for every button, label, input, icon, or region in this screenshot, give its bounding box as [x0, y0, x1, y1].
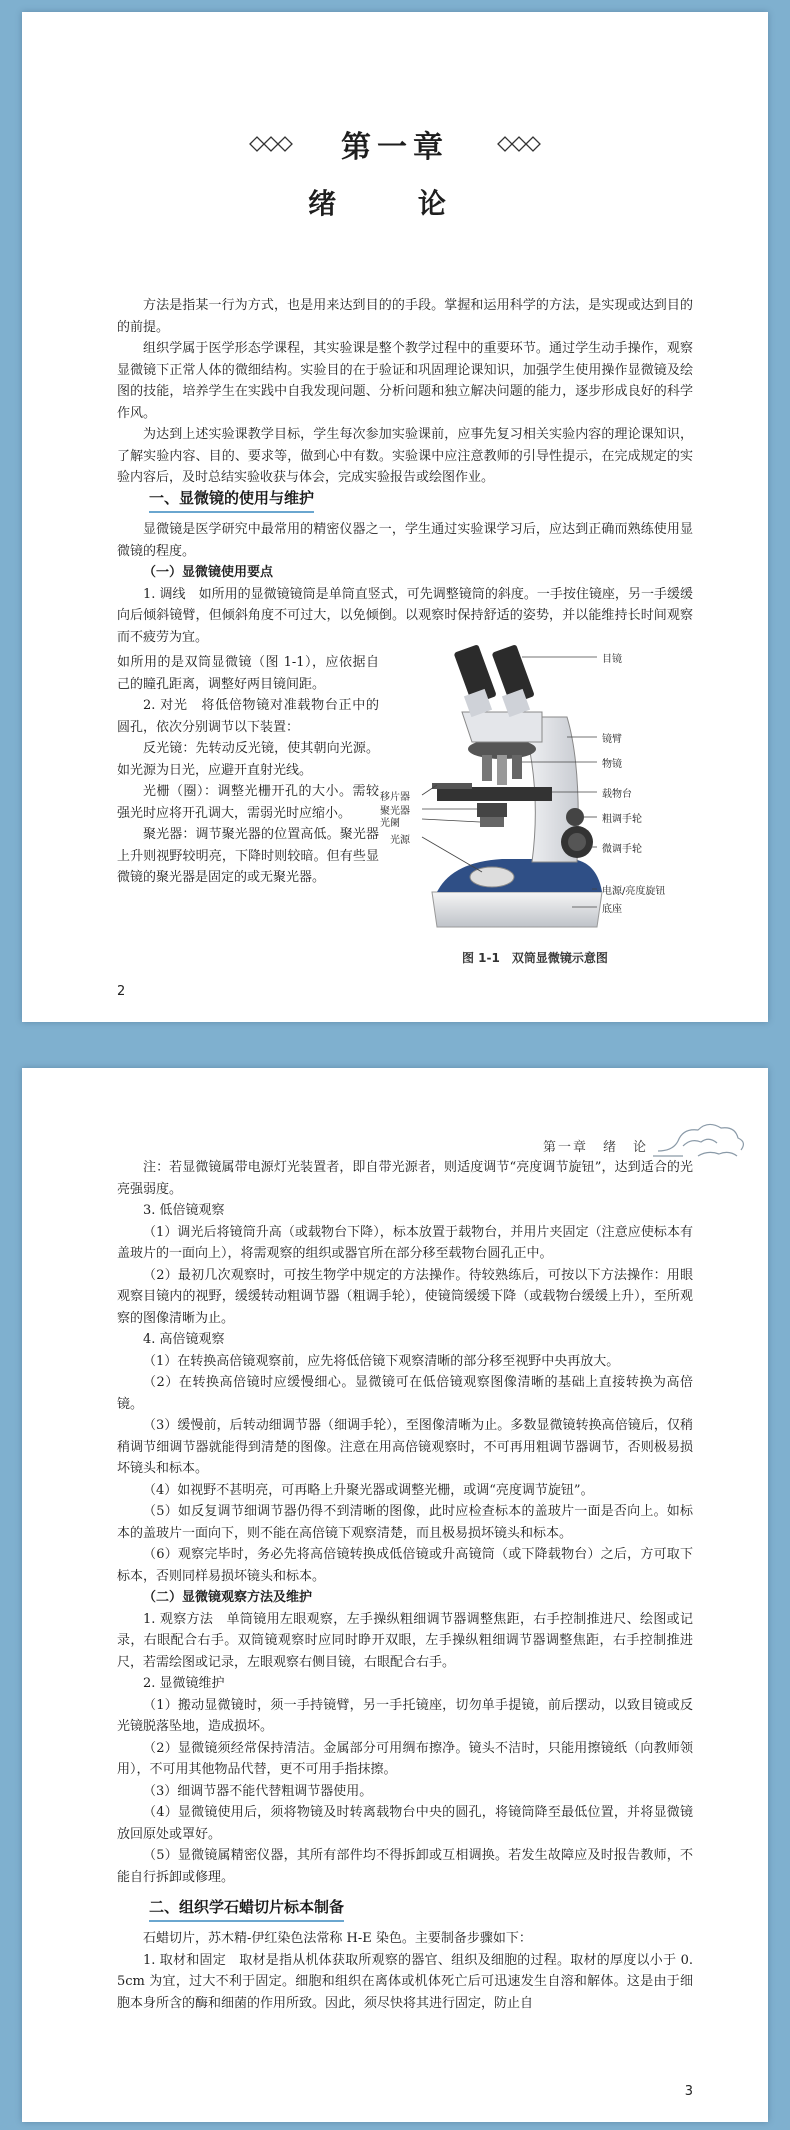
page2-body — [117, 1157, 693, 2014]
figure-label: 粗调手轮 — [602, 814, 642, 825]
body-paragraph: 如所用的是双筒显微镜（图 1-1），应依据自己的瞳孔距离，调整好两目镜间距。 — [117, 655, 379, 692]
body-paragraph: （1）在转换高倍镜观察前，应先将低倍镜下观察清晰的部分移至视野中央再放大。 — [143, 1353, 620, 1369]
chapter-subtitle: 绪 论 — [308, 187, 482, 220]
body-paragraph: 1. 观察方法 单筒镜用左眼观察，左手操纵粗细调节器调整焦距，右手控制推进尺、绘图或记录，右眼配合右手。双筒镜观察时应同时睁开双眼，左手操纵粗细调节器调整焦距，右手控制推进尺，若需绘图或记录，左眼观察右侧目镜，右眼配合右手。 — [117, 1611, 693, 1670]
subsection-heading: （一）显微镜使用要点 — [143, 565, 274, 580]
body-paragraph: （3）缓慢前，后转动细调节器（细调手轮），至图像清晰为止。多数显微镜转换高倍镜后，仅稍稍调节细调节器就能得到清楚的图像。注意在用高倍镜观察时，不可再用粗调节器调节，否则极易损坏镜头和标本。 — [117, 1418, 693, 1476]
microscope-illustration — [392, 637, 722, 937]
figure-label: 目镜 — [602, 654, 622, 665]
figure-label: 镜臂 — [602, 734, 622, 745]
page-number: 3 — [684, 2084, 693, 2099]
body-paragraph: （2）最初几次观察时，可按生物学中规定的方法操作。待较熟练后，可按以下方法操作：用眼观察目镜内的视野，缓缓转动粗调节器（粗调手轮），使镜筒缓缓下降（或载物台缓缓上升），至所观察的图像清晰为止。 — [117, 1267, 693, 1326]
subsection-heading: （二）显微镜观察方法及维护 — [143, 1590, 313, 1605]
body-paragraph: （5）如反复调节细调节器仍得不到清晰的图像，此时应检查标本的盖玻片一面是否向上。如标本的盖玻片一面向下，则不能在高倍镜下观察清楚，而且极易损坏镜头和标本。 — [117, 1504, 693, 1541]
body-paragraph: 聚光器：调节聚光器的位置高低。聚光器上升则视野较明亮，下降时则较暗。但有些显微镜的聚光器是固定的或无聚光器。 — [117, 827, 379, 885]
section1-block — [117, 487, 693, 648]
body-paragraph: 4. 高倍镜观察 — [143, 1332, 225, 1347]
body-paragraph: （3）细调节器不能代替粗调节器使用。 — [143, 1783, 373, 1799]
diamond-ornament-icon — [494, 135, 542, 153]
page-number: 2 — [117, 984, 126, 999]
figure-label: 载物台 — [602, 789, 632, 800]
body-paragraph: （1）调光后将镜筒升高（或载物台下降），标本放置于载物台，并用片夹固定（注意应使标本有盖玻片的一面向上），将需观察的组织或器官所在部分移至载物台圆孔正中。 — [117, 1224, 693, 1261]
body-paragraph: （4）如视野不甚明亮，可再略上升聚光器或调整光栅，或调“亮度调节旋钮”。 — [143, 1482, 594, 1498]
figure-label: 光源 — [390, 835, 410, 846]
section-heading: 二、组织学石蜡切片标本制备 — [149, 1896, 344, 1922]
page-right — [22, 1068, 768, 2122]
body-paragraph: （2）在转换高倍镜时应缓慢细心。显微镜可在低倍镜观察图像清晰的基础上直接转换为高倍镜。 — [117, 1375, 693, 1412]
figure-label: 微调手轮 — [602, 844, 642, 855]
figure-label: 聚光器 — [380, 806, 410, 817]
body-paragraph: 反光镜：先转动反光镜，使其朝向光源。如光源为日光，应避开直射光线。 — [117, 741, 379, 778]
body-paragraph: （4）显微镜使用后，须将物镜及时转离载物台中央的圆孔，将镜筒降至最低位置，并将显微镜放回原处或罩好。 — [117, 1805, 693, 1842]
intro-paragraph: 为达到上述实验课教学目标，学生每次参加实验课前，应事先复习相关实验内容的理论课知识，了解实验内容、目的、要求等，做到心中有数。实验课中应注意教师的引导性提示，在完成规定的实验内容后，及时总结实验收获与体会，完成实验报告或绘图作业。 — [117, 427, 693, 485]
column-text — [117, 652, 379, 889]
microscope-figure — [380, 637, 722, 937]
intro-paragraph: 组织学属于医学形态学课程，其实验课是整个教学过程中的重要环节。通过学生动手操作，观察显微镜下正常人体的微细结构。实验目的在于验证和巩固理论课知识，加强学生使用操作显微镜及绘图的技能，培养学生在实践中自我发现问题、分析问题和独立解决问题的能力，逐步形成良好的科学作风。 — [117, 341, 693, 421]
figure-label: 光阑 — [380, 818, 400, 829]
body-paragraph: 1. 取材和固定 取材是指从机体获取所观察的器官、组织及细胞的过程。取材的厚度以小于 0. 5cm 为宜，过大不利于固定。细胞和组织在离体或机体死亡后可迅速发生自溶和解体。这是由于细胞本身所含的酶和细菌的作用所致。因此，须尽快将其进行固定，防止自 — [117, 1952, 693, 2011]
figure-caption: 图 1-1 双筒显微镜示意图 — [462, 951, 608, 965]
figure-label: 电源/亮度旋钮 — [602, 886, 666, 897]
intro-paragraph: 方法是指某一行为方式，也是用来达到目的的手段。掌握和运用科学的方法，是实现或达到目的的前提。 — [117, 298, 693, 335]
body-paragraph: （1）搬动显微镜时，须一手持镜臂，另一手托镜座，切勿单手提镜，前后摆动，以致目镜或反光镜脱落坠地，造成损坏。 — [117, 1697, 693, 1734]
figure-label: 底座 — [602, 904, 622, 915]
body-paragraph: 光栅（圈）：调整光栅开孔的大小。需较强光时应将开孔调大，需弱光时应缩小。 — [117, 784, 379, 821]
body-paragraph: 石蜡切片，苏木精-伊红染色法常称 H-E 染色。主要制备步骤如下： — [143, 1931, 532, 1946]
intro-block — [117, 295, 693, 489]
page-left — [22, 12, 768, 1022]
figure-label: 物镜 — [602, 759, 622, 770]
body-paragraph: 2. 对光 将低倍物镜对准载物台正中的圆孔，依次分别调节以下装置： — [117, 698, 379, 735]
body-paragraph: 注：若显微镜属带电源灯光装置者，即自带光源者，则适度调节“亮度调节旋钮”，达到适合的光亮强弱度。 — [117, 1160, 693, 1197]
body-paragraph: （2）显微镜须经常保持清洁。金属部分可用绸布擦净。镜头不洁时，只能用擦镜纸（向教师领用），不可用其他物品代替，更不可用手指抹擦。 — [117, 1740, 693, 1777]
chapter-title: 第一章 — [341, 130, 449, 165]
body-paragraph: （6）观察完毕时，务必先将高倍镜转换成低倍镜或升高镜筒（或下降载物台）之后，方可取下标本，否则同样易损坏镜头和标本。 — [117, 1547, 693, 1584]
section-intro: 显微镜是医学研究中最常用的精密仪器之一，学生通过实验课学习后，应达到正确而熟练使用显微镜的程度。 — [117, 522, 693, 559]
running-head: 第一章 绪 论 — [542, 1140, 648, 1155]
figure-label: 移片器 — [380, 792, 410, 803]
body-paragraph: 1. 调线 如所用的显微镜镜筒是单筒直竖式，可先调整镜筒的斜度。一手按住镜座，另一手缓缓向后倾斜镜臂，但倾斜角度不可过大，以免倾倒。以观察时保持舒适的姿势，并以能维持长时间观察而不疲劳为宜。 — [117, 586, 693, 645]
body-paragraph: 2. 显微镜维护 — [143, 1676, 225, 1691]
body-paragraph: （5）显微镜属精密仪器，其所有部件均不得拆卸或互相调换。若发生故障应及时报告教师，不能自行拆卸或修理。 — [117, 1848, 693, 1885]
section-heading: 一、显微镜的使用与维护 — [149, 487, 314, 513]
body-paragraph: 3. 低倍镜观察 — [143, 1203, 225, 1218]
diamond-ornament-icon — [248, 135, 296, 153]
chapter-header — [22, 122, 768, 166]
